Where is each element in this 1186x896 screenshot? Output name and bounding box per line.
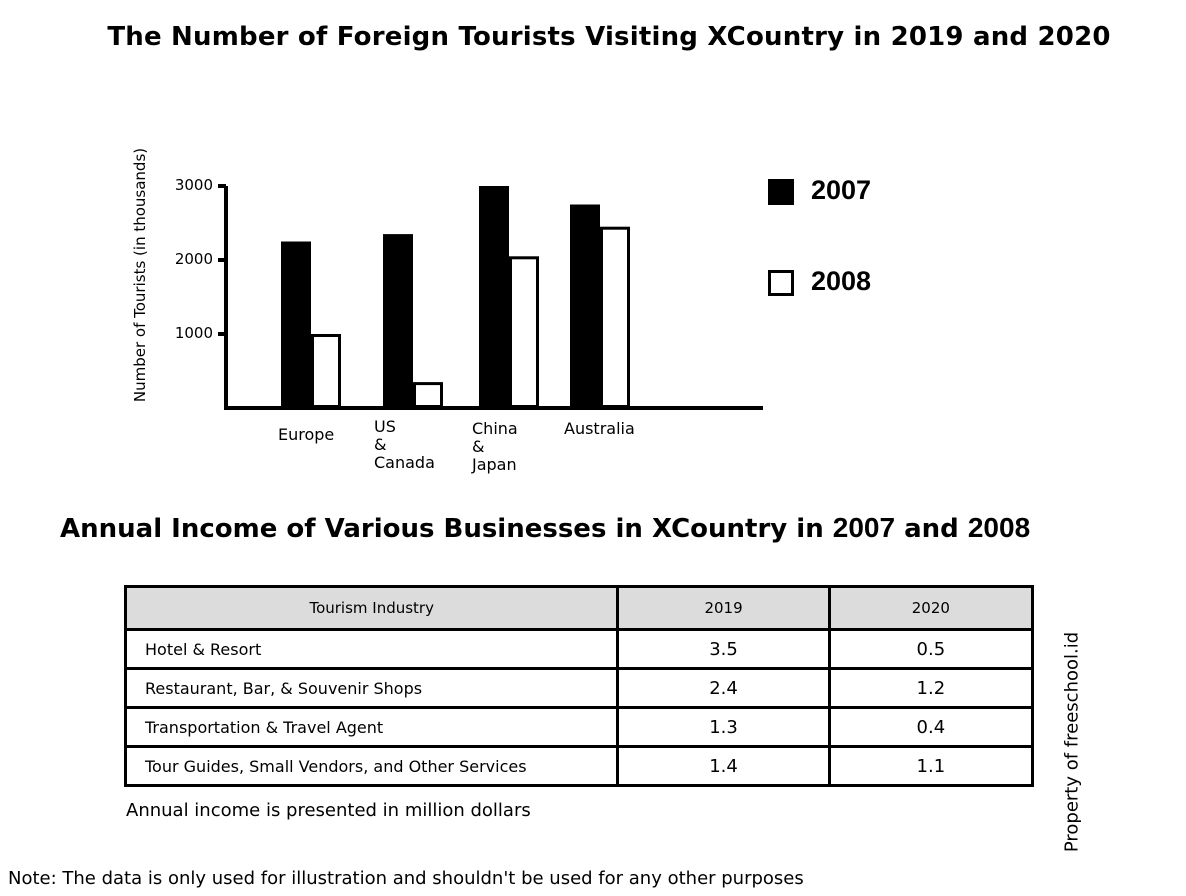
bar-2008-2 xyxy=(511,258,538,407)
legend-label-2008: 2008 xyxy=(811,266,872,296)
x-category-line: & xyxy=(472,437,485,456)
table-title-year-2: 2008 xyxy=(967,512,1031,543)
industry-name: Tour Guides, Small Vendors, and Other Services xyxy=(126,747,618,786)
footer-note: Note: The data is only used for illustration and shouldn't be used for any other purposes xyxy=(8,868,804,889)
income-2019: 1.4 xyxy=(618,747,829,786)
header-2020: 2020 xyxy=(829,587,1032,630)
y-tick-label: 1000 xyxy=(174,324,213,342)
x-category-line: China xyxy=(472,419,518,438)
table-row xyxy=(126,669,1033,708)
x-category-line: Japan xyxy=(472,455,517,474)
x-category-line: Canada xyxy=(374,453,435,472)
header-industry: Tourism Industry xyxy=(126,587,618,630)
table-row xyxy=(126,630,1033,669)
header-2019: 2019 xyxy=(618,587,829,630)
y-tick-label: 2000 xyxy=(174,250,213,268)
industry-name: Restaurant, Bar, & Souvenir Shops xyxy=(126,669,618,708)
bar-2008-3 xyxy=(602,228,629,406)
bar-2007-2 xyxy=(479,186,509,408)
bar-2007-3 xyxy=(570,205,600,409)
table-header-row xyxy=(126,587,1033,630)
table-title xyxy=(60,512,1030,544)
table-row xyxy=(126,708,1033,747)
income-2019: 3.5 xyxy=(618,630,829,669)
income-2020: 0.5 xyxy=(829,630,1032,669)
x-category-line: US xyxy=(374,417,396,436)
chart-title: The Number of Foreign Tourists Visiting XCountry in 2019 and 2020 xyxy=(107,22,1111,52)
income-2019: 2.4 xyxy=(618,669,829,708)
x-category-line: Europe xyxy=(278,425,335,444)
legend-swatch-2007 xyxy=(768,179,794,205)
table-title-and: and xyxy=(904,514,959,544)
legend-label-2007: 2007 xyxy=(811,175,872,205)
bar-2008-0 xyxy=(313,336,340,407)
table-title-text: Annual Income of Various Businesses in XCountry in xyxy=(60,514,824,544)
x-category-label xyxy=(278,426,334,444)
x-category-line: & xyxy=(374,435,387,454)
industry-name: Transportation & Travel Agent xyxy=(126,708,618,747)
income-2020: 1.1 xyxy=(829,747,1032,786)
watermark: Property of freeschool.id xyxy=(1061,631,1083,853)
x-category-label xyxy=(472,420,518,474)
income-table xyxy=(124,585,1034,787)
income-2019: 1.3 xyxy=(618,708,829,747)
x-category-line: Australia xyxy=(564,419,635,438)
table-title-year-1: 2007 xyxy=(832,512,896,543)
table-note: Annual income is presented in million dollars xyxy=(126,800,531,821)
x-category-label xyxy=(564,420,635,438)
bar-2007-0 xyxy=(281,242,311,409)
x-category-label xyxy=(374,418,435,472)
y-tick-label: 3000 xyxy=(174,176,213,194)
income-2020: 0.4 xyxy=(829,708,1032,747)
table-row xyxy=(126,747,1033,786)
legend-swatch-2008 xyxy=(768,270,794,296)
y-axis-label: Number of Tourists (in thousands) xyxy=(131,147,149,403)
bar-2007-1 xyxy=(383,234,413,408)
income-2020: 1.2 xyxy=(829,669,1032,708)
industry-name: Hotel & Resort xyxy=(126,630,618,669)
bar-2008-1 xyxy=(415,384,442,407)
